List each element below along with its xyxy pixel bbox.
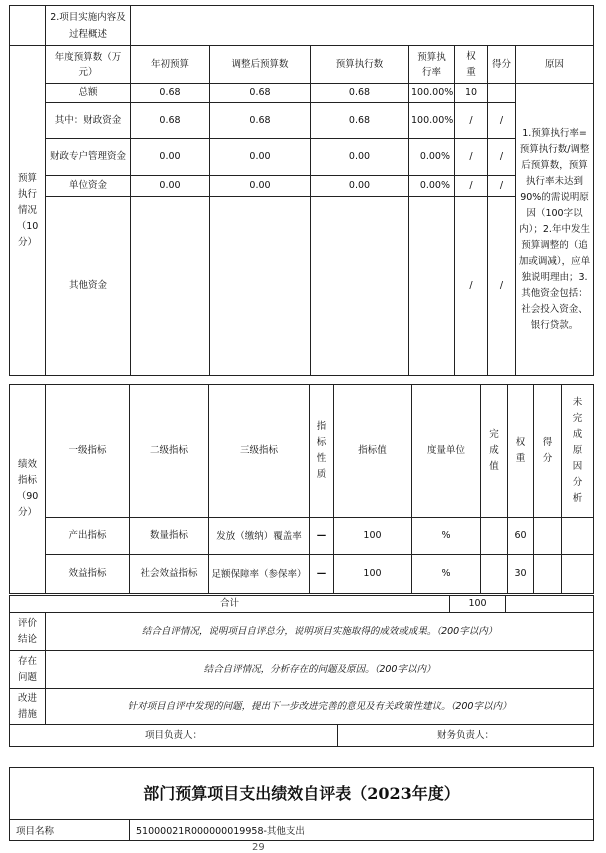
- row-fiscal-executed: 0.68: [311, 103, 409, 139]
- row-fiscal-label: 其中：财政资金: [46, 103, 131, 139]
- total-weight: 100: [450, 596, 506, 613]
- header-nature: 指标性质: [310, 385, 334, 518]
- header-value: 指标值: [334, 385, 412, 518]
- indicator-row-1-unit: %: [412, 518, 481, 555]
- header-perf-score: 得分: [534, 385, 562, 518]
- row-total-label: 总额: [46, 84, 131, 103]
- budget-section-label: 预算 执行 情况 （10 分）: [10, 46, 46, 376]
- row-other-weight: /: [455, 197, 488, 376]
- indicator-row-1-level3: 发放（缴纳）覆盖率: [209, 518, 310, 555]
- header-adjusted: 调整后预算数: [210, 46, 311, 84]
- indicator-row-1-value: 100: [334, 518, 412, 555]
- improvements-text: 针对项目自评中发现的问题，提出下一步改进完善的意见及有关政策性建议。（200字以内）: [46, 689, 594, 725]
- header-level1: 一级指标: [46, 385, 130, 518]
- signature-table: [9, 724, 594, 747]
- row-unit-label: 单位资金: [46, 176, 131, 197]
- indicator-row-2-completed: [481, 555, 508, 594]
- budget-table: [9, 5, 594, 376]
- header-perf-reason: 未完成原因分析: [562, 385, 594, 518]
- row-fiscal-adjusted: 0.68: [210, 103, 311, 139]
- row-fiscal-initial: 0.68: [131, 103, 210, 139]
- header-reason: 原因: [516, 46, 594, 84]
- header-initial: 年初预算: [131, 46, 210, 84]
- project-lead-label: 项目负责人：: [10, 725, 338, 747]
- finance-lead-label: 财务负责人：: [338, 725, 594, 747]
- row-total-adjusted: 0.68: [210, 84, 311, 103]
- row-other-score: /: [488, 197, 516, 376]
- row-special-executed: 0.00: [311, 139, 409, 176]
- problems-label: 存在问题: [10, 651, 46, 689]
- project-name-row: [9, 819, 594, 841]
- indicator-row-2-unit: %: [412, 555, 481, 594]
- indicator-row-1-reason: [562, 518, 594, 555]
- row-other-adjusted: [210, 197, 311, 376]
- header-category: 年度预算数（万元）: [46, 46, 131, 84]
- indicator-row-1-completed: [481, 518, 508, 555]
- form-title-box: [9, 767, 594, 820]
- total-score: [506, 596, 594, 613]
- row-total-weight: 10: [455, 84, 488, 103]
- indicator-row-2-weight: 30: [508, 555, 534, 594]
- summary-table: [9, 595, 594, 725]
- indicator-row-1-level1: 产出指标: [46, 518, 130, 555]
- row-unit-initial: 0.00: [131, 176, 210, 197]
- header-perf-weight: 权重: [508, 385, 534, 518]
- row-special-weight: /: [455, 139, 488, 176]
- form-title: 部门预算项目支出绩效自评表（2023年度）: [143, 784, 460, 803]
- total-label: 合计: [10, 596, 450, 613]
- header-level2: 二级指标: [130, 385, 209, 518]
- indicator-row-1-weight: 60: [508, 518, 534, 555]
- row-other-initial: [131, 197, 210, 376]
- header-score: 得分: [488, 46, 516, 84]
- page-number: 29: [252, 842, 265, 853]
- indicator-row-1-nature: —: [310, 518, 334, 555]
- indicator-row-1-level2: 数量指标: [130, 518, 209, 555]
- budget-reason-note: 1.预算执行率=预算执行数/调整后预算数，预算执行率未达到90%的需说明原因（100字以内）；2.年中发生预算调整的（追加或调减），应单独说明理由；3.其他资金包括：社会投入资金、银行贷款。: [516, 84, 594, 376]
- row-other-executed: [311, 197, 409, 376]
- indicator-row-2-score: [534, 555, 562, 594]
- header-rate: 预算执行率: [409, 46, 455, 84]
- indicator-row-1-score: [534, 518, 562, 555]
- indicator-row-2-level1: 效益指标: [46, 555, 130, 594]
- row-fiscal-weight: /: [455, 103, 488, 139]
- row-unit-adjusted: 0.00: [210, 176, 311, 197]
- header-weight: 权重: [455, 46, 488, 84]
- content-row-label: 2.项目实施内容及过程概述: [46, 6, 131, 46]
- row-special-score: /: [488, 139, 516, 176]
- row-special-label: 财政专户管理资金: [46, 139, 131, 176]
- header-completed: 完成值: [481, 385, 508, 518]
- problems-text: 结合自评情况，分析存在的问题及原因。（200字以内）: [46, 651, 594, 689]
- evaluation-label: 评价结论: [10, 613, 46, 651]
- row-unit-weight: /: [455, 176, 488, 197]
- row-fiscal-score: /: [488, 103, 516, 139]
- row-other-label: 其他资金: [46, 197, 131, 376]
- indicator-row-2-nature: —: [310, 555, 334, 594]
- indicator-row-2-level3: 足额保障率（参保率）: [209, 555, 310, 594]
- row-unit-executed: 0.00: [311, 176, 409, 197]
- header-executed: 预算执行数: [311, 46, 409, 84]
- indicator-row-2-reason: [562, 555, 594, 594]
- row-special-adjusted: 0.00: [210, 139, 311, 176]
- indicator-row-2-value: 100: [334, 555, 412, 594]
- row-total-rate: 100.00%: [409, 84, 455, 103]
- row-total-initial: 0.68: [131, 84, 210, 103]
- improvements-label: 改进措施: [10, 689, 46, 725]
- performance-section-label: 绩效 指标 （90 分）: [10, 385, 46, 594]
- performance-table: [9, 384, 594, 594]
- row-unit-rate: 0.00%: [409, 176, 455, 197]
- row-fiscal-rate: 100.00%: [409, 103, 455, 139]
- header-level3: 三级指标: [209, 385, 310, 518]
- row-total-score: [488, 84, 516, 103]
- row-special-rate: 0.00%: [409, 139, 455, 176]
- row-other-rate: [409, 197, 455, 376]
- project-name-value: 51000021R000000019958-其他支出: [130, 820, 594, 841]
- indicator-row-2-level2: 社会效益指标: [130, 555, 209, 594]
- row-unit-score: /: [488, 176, 516, 197]
- row-special-initial: 0.00: [131, 139, 210, 176]
- header-unit: 度量单位: [412, 385, 481, 518]
- content-row-value: [131, 6, 594, 46]
- evaluation-text: 结合自评情况，说明项目自评总分，说明项目实施取得的成效或成果。（200字以内）: [46, 613, 594, 651]
- project-name-label: 项目名称: [10, 820, 130, 841]
- row-total-executed: 0.68: [311, 84, 409, 103]
